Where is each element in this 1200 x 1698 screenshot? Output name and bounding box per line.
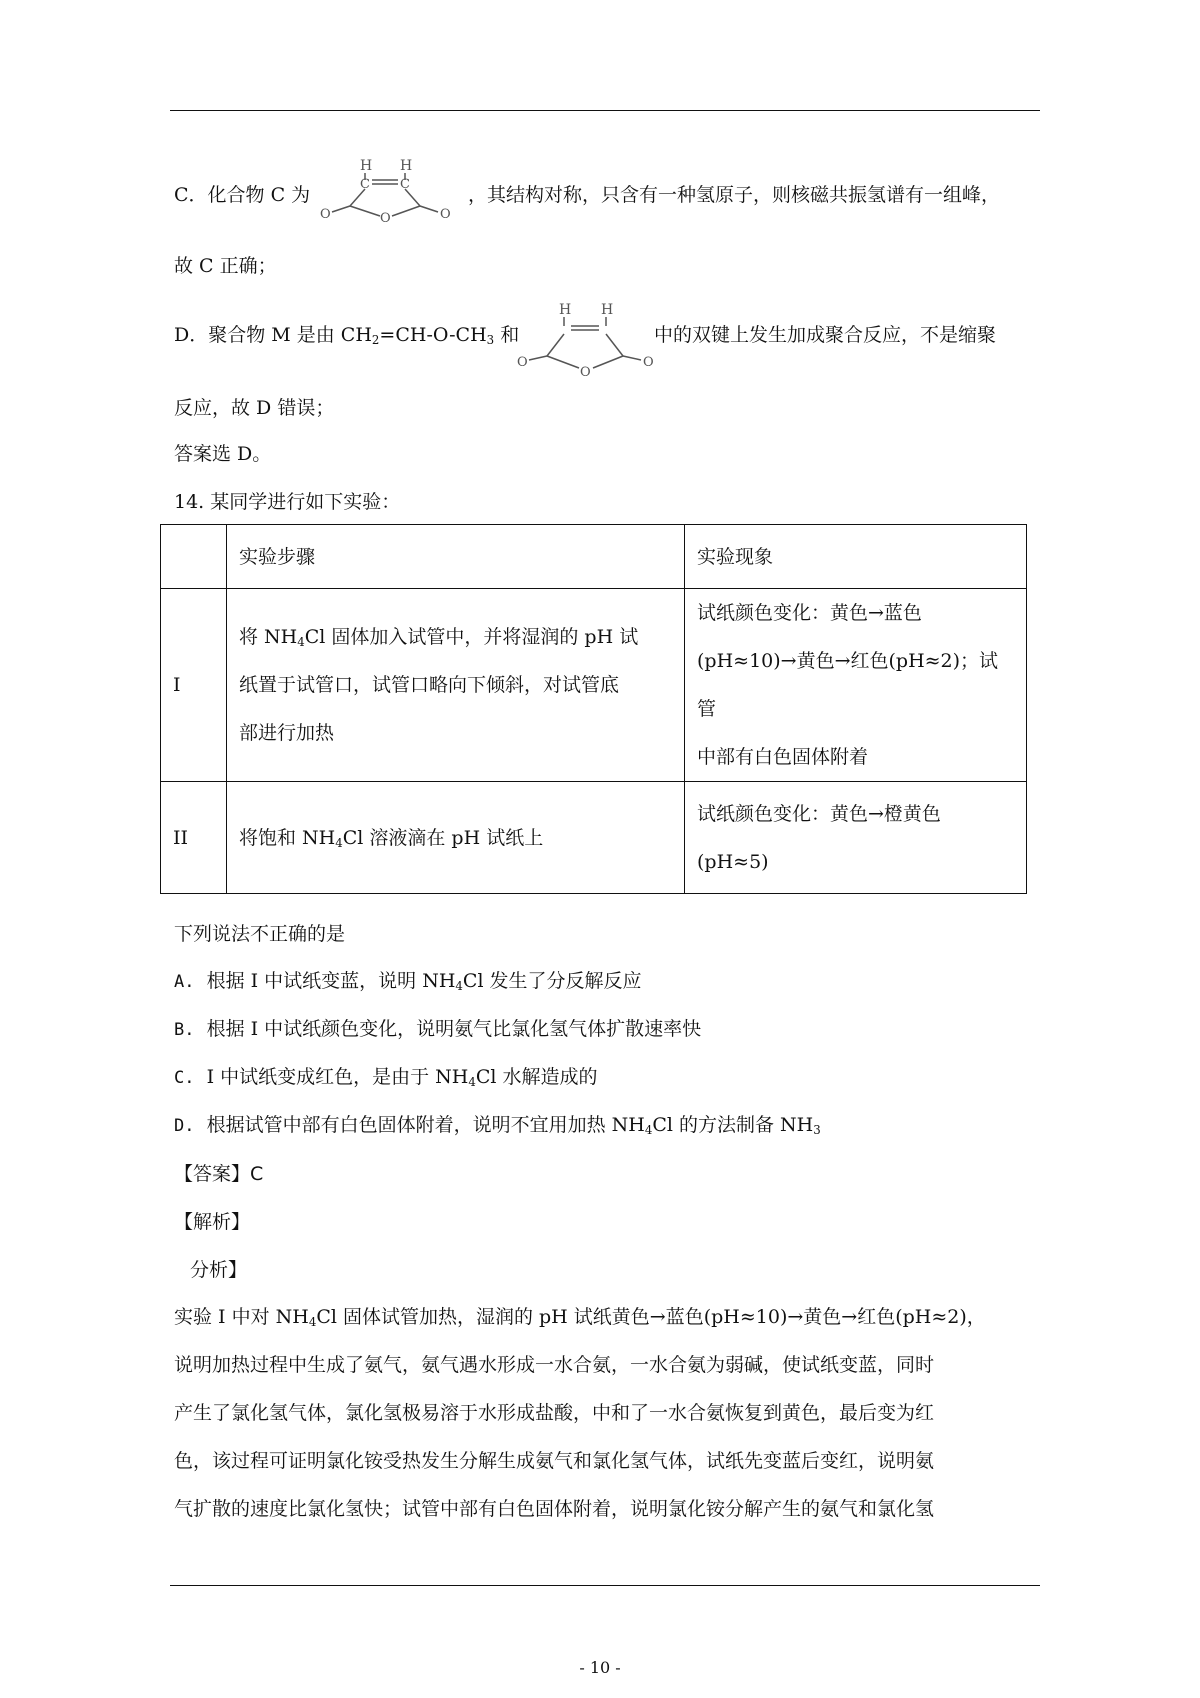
row-id: I bbox=[161, 589, 227, 782]
row-step: 将饱和 $NH_4Cl$ 溶液滴在 pH 试纸上 bbox=[227, 782, 685, 894]
option-d-explanation-cont: 中的双键上发生加成聚合反应，不是缩聚 bbox=[654, 324, 997, 346]
table-row bbox=[161, 782, 1027, 894]
c-atom: C bbox=[400, 177, 410, 192]
question-stem: 14. 某同学进行如下实验： bbox=[174, 491, 401, 513]
o-atom: O bbox=[643, 355, 654, 370]
o-atom: O bbox=[517, 355, 528, 370]
table-header-row bbox=[161, 525, 1027, 589]
option-a: A. 根据 I 中试纸变蓝，说明 $NH_4Cl$ 发生了分反解反应 bbox=[174, 970, 642, 993]
table-row bbox=[161, 589, 1027, 782]
option-b: B. 根据 I 中试纸颜色变化，说明氨气比氯化氢气体扩散速率快 bbox=[174, 1018, 702, 1040]
option-c-explanation-end: 故 C 正确； bbox=[174, 255, 277, 277]
analysis-paragraph-line: 产生了氯化氢气体，氯化氢极易溶于水形成盐酸，中和了一水合氨恢复到黄色，最后变为红 bbox=[174, 1402, 935, 1424]
o-atom: O bbox=[380, 211, 391, 224]
o-atom: O bbox=[580, 365, 591, 378]
analysis-paragraph-line: 说明加热过程中生成了氨气，氨气遇水形成一水合氨，一水合氨为弱碱，使试纸变蓝，同时 bbox=[174, 1354, 935, 1376]
option-d: D. 根据试管中部有白色固体附着，说明不宜用加热 $NH_4Cl$ 的方法制备 $NH_3$ bbox=[174, 1114, 821, 1137]
question-prompt: 下列说法不正确的是 bbox=[174, 923, 346, 945]
row-step: 将 $NH_4Cl$ 固体加入试管中，并将湿润的 pH 试 纸置于试管口，试管口略向下倾斜，对试管底 部进行加热 bbox=[227, 589, 685, 782]
h-atom: H bbox=[360, 158, 373, 174]
option-d-explanation-end: 反应，故 D 错误； bbox=[174, 397, 335, 419]
answer-label: 【答案】C bbox=[174, 1163, 264, 1185]
o-atom: O bbox=[440, 207, 451, 222]
analysis-paragraph-line: 气扩散的速度比氯化氢快；试管中部有白色固体附着，说明氯化铵分解产生的氨气和氯化氢 bbox=[174, 1498, 935, 1520]
analysis-sub-label: 分析】 bbox=[190, 1259, 248, 1281]
h-atom: H bbox=[601, 302, 614, 318]
header-rule bbox=[170, 110, 1040, 111]
option-c-explanation: C．化合物 C 为 bbox=[174, 184, 311, 206]
table-header-phenomenon: 实验现象 bbox=[685, 525, 1027, 589]
table-header-blank bbox=[161, 525, 227, 589]
analysis-paragraph-line: 色，该过程可证明氯化铵受热发生分解生成氨气和氯化氢气体，试纸先变蓝后变红，说明氨 bbox=[174, 1450, 935, 1472]
answer-choice-line: 答案选 D。 bbox=[174, 443, 272, 465]
analysis-paragraph-line: 实验 I 中对 $NH_4Cl$ 固体试管加热，湿润的 pH 试纸黄色→蓝色(pH≈10)→黄色→红色(pH≈2)， bbox=[174, 1306, 986, 1329]
row-phenomenon: 试纸颜色变化：黄色→蓝色 (pH≈10)→黄色→红色(pH≈2)；试管 中部有白色固体附着 bbox=[685, 589, 1027, 782]
maleic-anhydride-structure-2 bbox=[517, 300, 657, 378]
maleic-anhydride-structure-1 bbox=[318, 156, 458, 224]
option-c-explanation-cont: ，其结构对称，只含有一种氢原子，则核磁共振氢谱有一组峰， bbox=[468, 184, 1001, 206]
row-phenomenon: 试纸颜色变化：黄色→橙黄色 (pH≈5) bbox=[685, 782, 1027, 894]
experiment-table bbox=[160, 524, 1027, 894]
table-header-step: 实验步骤 bbox=[227, 525, 685, 589]
page-number: - 10 - bbox=[579, 1658, 621, 1677]
h-atom: H bbox=[400, 158, 413, 174]
o-atom: O bbox=[320, 207, 331, 222]
analysis-label: 【解析】 bbox=[174, 1211, 251, 1233]
option-d-explanation: D．聚合物 M 是由 $CH_2=CH-O-CH_3$ 和 bbox=[174, 324, 520, 347]
option-c: C. I 中试纸变成红色，是由于 $NH_4Cl$ 水解造成的 bbox=[174, 1066, 598, 1089]
h-atom: H bbox=[559, 302, 572, 318]
row-id: II bbox=[161, 782, 227, 894]
c-atom: C bbox=[360, 177, 370, 192]
footer-rule bbox=[170, 1585, 1040, 1586]
